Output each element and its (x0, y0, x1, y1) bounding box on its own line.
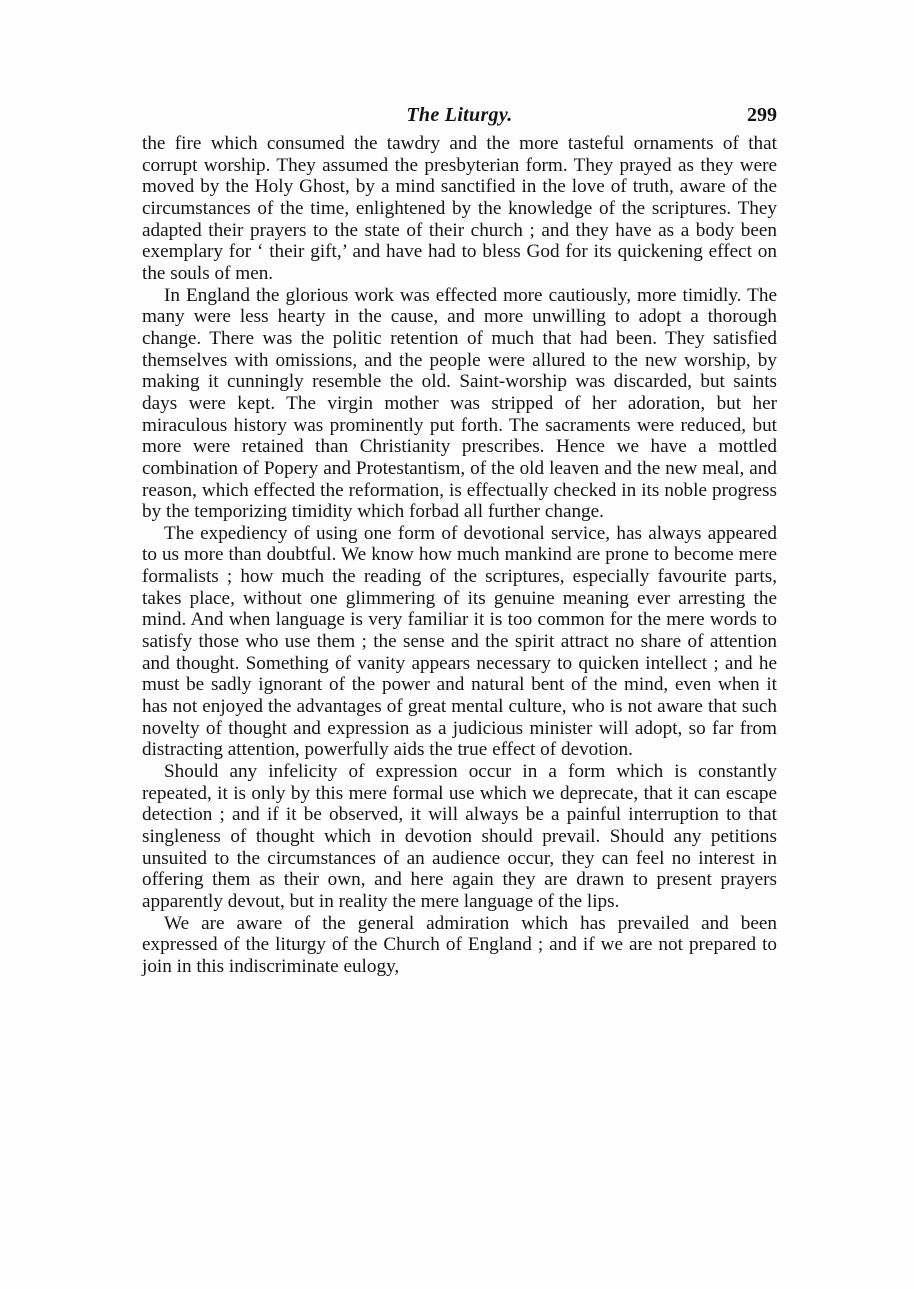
paragraph-4: Should any infelicity of expression occur in a form which is constantly repeated, it is only by this mere formal use which we deprecate, that it can escape detection ; and if it be observed, it will always be a painful interruption to that singleness of thought which in devotion should prevail. Should any petitions unsuited to the circumstances of an audience occur, they can feel no interest in offering them as their own, and here again they are drawn to present prayers apparently devout, but in reality the mere language of the lips. (142, 761, 777, 912)
body-text (142, 133, 777, 978)
running-head (142, 104, 777, 134)
paragraph-3: The expediency of using one form of devotional service, has always appeared to us more than doubtful. We know how much mankind are prone to become mere formalists ; how much the reading of the scriptures, especially favourite parts, takes place, without one glimmering of its genuine meaning ever arresting the mind. And when language is very familiar it is too common for the mere words to satisfy those who use them ; the sense and the spirit attract no share of attention and thought. Something of vanity appears necessary to quicken intellect ; and he must be sadly ignorant of the power and natural bent of the mind, even when it has not enjoyed the advantages of great mental culture, who is not aware that such novelty of thought and expression as a judicious minister will adopt, so far from distracting attention, powerfully aids the true effect of devotion. (142, 522, 777, 761)
paragraph-1: the fire which consumed the tawdry and the more tasteful ornaments of that corrupt worship. They assumed the presbyterian form. They prayed as they were moved by the Holy Ghost, by a mind sanctified in the love of truth, aware of the circumstances of the time, enlightened by the knowledge of the scriptures. They adapted their prayers to the state of their church ; and they have as a body been exemplary for ‘ their gift,’ and have had to bless God for its quickening effect on the souls of men. (142, 133, 777, 284)
page-number: 299 (747, 104, 777, 126)
running-title: The Liturgy. (406, 104, 513, 126)
paragraph-5: We are aware of the general admiration which has prevailed and been expressed of the liturgy of the Church of England ; and if we are not prepared to join in this indiscriminate eulogy, (142, 912, 777, 977)
paragraph-2: In England the glorious work was effected more cautiously, more timidly. The many were less hearty in the cause, and more unwilling to adopt a thorough change. There was the politic retention of much that had been. They satisfied themselves with omissions, and the people were allured to the new worship, by making it cunningly resemble the old. Saint-worship was discarded, but saints days were kept. The virgin mother was stripped of her adoration, but her miraculous history was prominently put forth. The sacraments were reduced, but more were retained than Christianity prescribes. Hence we have a mottled combination of Popery and Protestantism, of the old leaven and the new meal, and reason, which effected the reformation, is effectually checked in its noble progress by the temporizing timidity which forbad all further change. (142, 284, 777, 523)
